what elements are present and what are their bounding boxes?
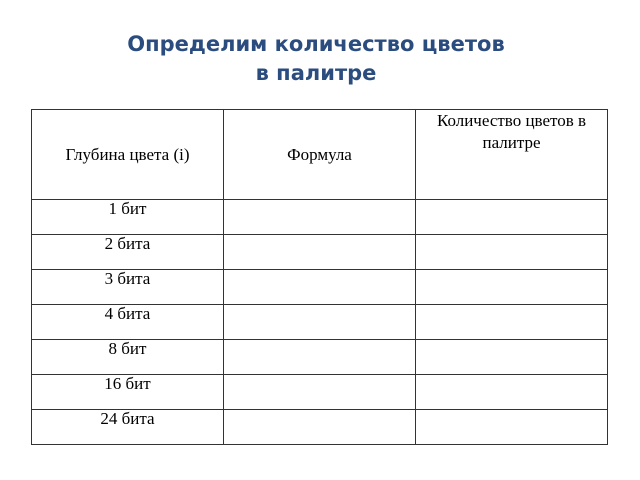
cell-count — [416, 340, 608, 375]
slide-title-line-1: Определим количество цветов — [127, 32, 505, 56]
table-row — [32, 305, 608, 340]
table-header-row — [32, 110, 608, 200]
slide-title — [0, 30, 632, 88]
table-body — [32, 200, 608, 445]
cell-formula — [224, 340, 416, 375]
header-count: Количество цветов в палитре — [416, 110, 608, 200]
depth-label: 24 бита — [100, 409, 155, 428]
table-row — [32, 235, 608, 270]
table-row — [32, 270, 608, 305]
table-row — [32, 375, 608, 410]
table-row — [32, 200, 608, 235]
depth-label: 2 бита — [104, 234, 151, 253]
cell-depth — [32, 200, 224, 235]
header-formula: Формула — [224, 110, 416, 200]
cell-formula — [224, 235, 416, 270]
cell-count — [416, 200, 608, 235]
cell-formula — [224, 305, 416, 340]
cell-count — [416, 235, 608, 270]
cell-formula — [224, 375, 416, 410]
cell-depth — [32, 270, 224, 305]
header-depth: Глубина цвета (i) — [32, 110, 224, 200]
depth-label: 8 бит — [108, 339, 147, 358]
depth-label: 1 бит — [108, 199, 147, 218]
cell-formula — [224, 270, 416, 305]
cell-depth — [32, 305, 224, 340]
cell-formula — [224, 200, 416, 235]
cell-depth — [32, 410, 224, 445]
depth-label: 16 бит — [104, 374, 151, 393]
cell-count — [416, 410, 608, 445]
table-row — [32, 340, 608, 375]
palette-table — [31, 109, 608, 445]
cell-depth — [32, 340, 224, 375]
cell-formula — [224, 410, 416, 445]
cell-depth — [32, 375, 224, 410]
cell-depth — [32, 235, 224, 270]
table-row — [32, 410, 608, 445]
depth-label: 4 бита — [104, 304, 151, 323]
slide-title-line-2: в палитре — [255, 61, 377, 85]
depth-label: 3 бита — [104, 269, 151, 288]
cell-count — [416, 270, 608, 305]
cell-count — [416, 375, 608, 410]
cell-count — [416, 305, 608, 340]
